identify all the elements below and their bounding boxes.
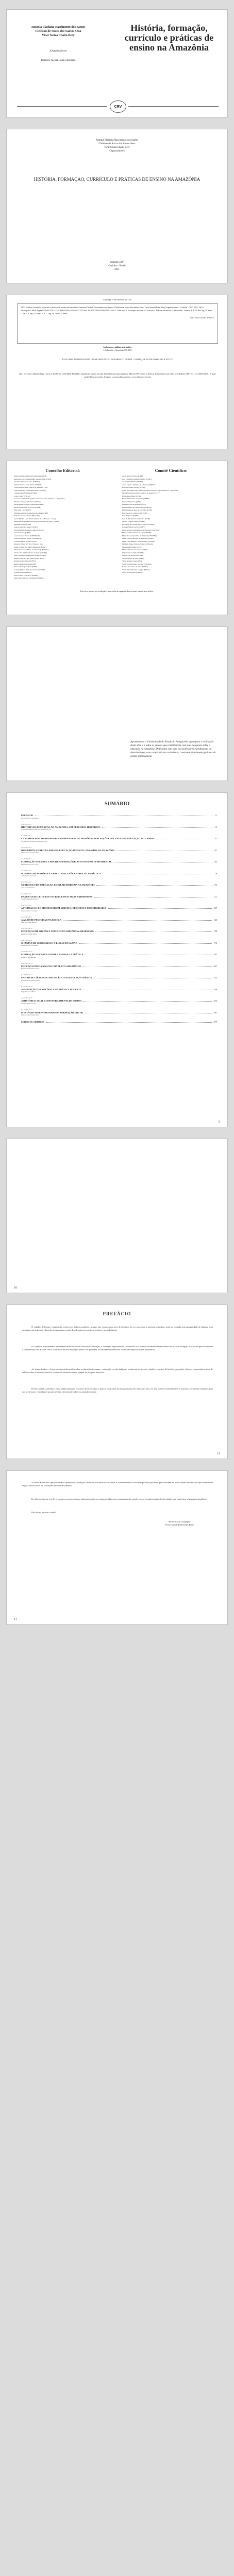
council-member: Míghian Danae Ferreira Nunes (UNILAB) — [122, 543, 153, 545]
council-member: Rodrigo Pratte-Santos (UFES) — [14, 560, 36, 562]
toc-author: João Paulo Ferreira — [21, 875, 36, 877]
toc-chapter-label: CAPÍTULO 4 — [21, 858, 31, 860]
toc-page-number: 127 — [213, 907, 217, 909]
council-member: Nilson José Machado (USP) — [122, 554, 143, 556]
toc-page-number: 191 — [213, 953, 217, 956]
toc-page-number: 95 — [214, 884, 217, 886]
toc-title: EDUCAÇÃO INCLUSIVA NO CONTEXTO AMAZÔNICO — [21, 964, 81, 968]
council-member: Ana Chrystina Venancio Mignot (UERJ) — [122, 478, 152, 480]
preface-paragraph: Destaco ainda a relevância desta publicação para os cursos de licenciatura e para os programas de pós-graduação em educação, uma vez que os textos articulam teoria e prática, oferecendo subsídios para que professores e estudantes possam refletir criticamente sobre sua atuação docente. — [22, 1387, 213, 1394]
summary-page — [6, 792, 228, 1127]
toc-title: CURRÍCULO DA EDUCAÇÃO ESCOLAR INDÍGENA NA AMAZÔNIA — [21, 884, 95, 886]
toc-leader-dots — [113, 860, 213, 862]
toc-author: Cleidson de Souza dos Santos Sena — [21, 840, 47, 842]
title-page-organizers-label: (Organizadores) — [108, 150, 126, 152]
toc-entry[interactable] — [21, 962, 217, 971]
toc-leader-dots — [82, 964, 212, 967]
toc-entry[interactable] — [21, 1009, 217, 1017]
council-member: Eduardo Fernandes Barbosa (UFMG) — [14, 500, 41, 503]
toc-entry[interactable] — [21, 835, 217, 843]
toc-entry[interactable] — [21, 893, 217, 901]
publisher-city: Curitiba – Brasil — [108, 265, 126, 267]
toc-author: Antonia Fladiana Nascimento dos Santos — [21, 828, 52, 831]
toc-leader-dots — [35, 814, 213, 816]
publisher-logo-icon: CRV — [110, 100, 126, 113]
council-member: Helmuth Krüger (UCP) — [14, 523, 31, 526]
toc-page-number: 223 — [213, 976, 217, 979]
council-member: Francisco Carlos Duarte (PUC-PR) — [14, 515, 40, 517]
toc-leader-dots — [108, 906, 212, 909]
council-member: Anna Augusta Sampaio de Oliveira (UNESP) — [122, 483, 155, 486]
dedication-text: Agradecemos a Universidade do Estado do Amapá pelo apoio para a realização desta obra e a todos os autores que contribuíram com suas pesquisas sobre a educação na Amazônia. Dedicamos este livro aos professores e professoras da Amazônia que, com compromisso e resistência, constroem diariamente práticas de ensino significativas. — [130, 741, 216, 758]
council-member: Maria Lília Imbiriba Sousa Colares (UFOPA) — [122, 540, 155, 543]
summary-title: SUMÁRIO — [104, 801, 130, 807]
rights-notice: 2021 Foi feito o depósito legal conf. Lei 10.994 de 14/12/2004. Proibida a reprodução parcial ou total desta obra sem autorização da Editora CRV. Todos os direitos desta edição reservados pela: Editora CRV. Tel.: (41) 3039-6418 – E-mail: sac@editoracrv.com.br. Conheça os nossos lançamentos: www.editoracrv.com.br — [19, 372, 216, 378]
council-member: Marcelo Paixão (UFRJ e UTexas – US) — [14, 543, 43, 545]
council-member: Diosnel Centurion (Univ Americ. de Asunción – Py) — [122, 492, 160, 494]
council-member: Carmen Tereza Velanga (UNIR) — [14, 492, 38, 494]
toc-chapter-label: CAPÍTULO 1 — [21, 823, 31, 825]
catalog-index-item: 1. Educação – Amazônia 370.9811 — [103, 349, 132, 351]
title-page-author: Vicar Souza Chaim Bery — [104, 146, 130, 149]
toc-title: PREFÁCIO — [21, 814, 34, 817]
toc-leader-dots — [46, 1020, 212, 1023]
toc-leader-dots — [85, 953, 212, 955]
toc-leader-dots — [95, 929, 212, 932]
council-member: Renato Francisco dos Santos Paula (UFG) — [14, 557, 45, 560]
council-member: Paulo Romualdo Hernandes (UNIFAL-MG) — [14, 554, 46, 556]
council-member: Eliane Rose Maio (UEM) — [122, 495, 141, 497]
toc-title: A HISTÓRIA LOCAL COMO FERRAMENTA DE ENSINO — [21, 999, 82, 1002]
toc-page-number: 267 — [213, 1011, 217, 1014]
toc-leader-dots — [102, 872, 213, 874]
toc-chapter-label: CAPÍTULO 12 — [21, 951, 32, 953]
council-member: Najela Tavares Ujiie (UTFPR) — [122, 551, 144, 554]
toc-title: A AÇÃO DE PESQUISAR NA ESCOLA — [21, 918, 62, 921]
cover-title: História, formação, currículo e práticas de ensino na Amazônia — [124, 23, 214, 53]
council-member: Anselmo Alencar Colares (UFOPA) — [14, 481, 40, 483]
toc-entry[interactable] — [21, 870, 217, 878]
toc-entry[interactable] — [21, 951, 217, 959]
title-page-author: Antonia Fladiana Nascimento dos Santos — [95, 139, 139, 142]
toc-chapter-label: CAPÍTULO 6 — [21, 881, 31, 883]
toc-leader-dots — [96, 883, 213, 886]
toc-entry[interactable] — [21, 814, 217, 820]
council-member: Tania Suely Azevedo Brasileiro (UFOPA) — [14, 577, 44, 579]
council-member: Andréia N. Militão (UEMS) — [122, 481, 143, 483]
council-member: Mohammed Elhajji (UFRJ) — [122, 546, 142, 548]
preface-signature — [141, 1520, 218, 1527]
toc-page-number: 143 — [213, 918, 217, 921]
council-member: Elizeu Clementino de Souza (UNEB) — [14, 506, 41, 509]
toc-entry[interactable] — [21, 881, 217, 889]
toc-author: Fernanda Oliveira Lopes — [21, 979, 40, 981]
council-member: Altair Alberto Fávero (UPF) — [122, 475, 143, 477]
toc-author: Carlos Eduardo Nunes — [21, 898, 38, 900]
toc-page-number: 159 — [213, 930, 217, 933]
toc-leader-dots — [79, 941, 212, 944]
cover-organizers-label: (Organizadores) — [49, 50, 67, 53]
toc-title: O ESTÁGIO SUPERVISIONADO NA FORMAÇÃO INICIAL — [21, 1011, 84, 1014]
toc-chapter-label: CAPÍTULO 5 — [21, 869, 31, 872]
council-page — [6, 461, 228, 615]
page-number: 12 — [14, 1618, 17, 1621]
page-number: 10 — [14, 1286, 17, 1290]
toc-entry[interactable] — [21, 846, 217, 855]
cover-author: Cleidson de Souza dos Santos Sena — [35, 30, 81, 33]
council-member: João Adalberto Campato Junior (UNESP) — [14, 529, 44, 531]
toc-leader-dots — [155, 837, 213, 839]
toc-leader-dots — [83, 988, 212, 990]
council-member: Barbara Coelho Neves (UFBA) — [122, 486, 145, 488]
toc-chapter-label: CAPÍTULO 15 — [21, 985, 32, 988]
toc-entry[interactable] — [21, 997, 217, 1005]
toc-leader-dots — [102, 825, 213, 828]
preface-paragraph: Por fim, desejo que este livro inspire novas pesquisas e práticas educativas comprometidas com a transformação social e com o reconhecimento da diversidade que caracteriza a Amazônia brasileira. — [31, 1498, 207, 1500]
toc-page-number: 207 — [213, 964, 217, 968]
toc-page-number: 11 — [214, 814, 217, 817]
preface-paragraph: Boa leitura a todos e todas! — [31, 1511, 56, 1514]
toc-author: Rosana Silva Cardoso — [21, 909, 38, 912]
council-member: Helder Buenos Aires de Carvalho (UFPI) — [122, 509, 152, 511]
council-member: Maria Cristina dos Santos Bezerra (UFSCar) — [14, 546, 46, 548]
council-member: Maria de Lourdes Pinto de Almeida (UNOESC) — [14, 549, 49, 551]
toc-author: Paulo Roberto Almeida — [21, 944, 38, 946]
toc-leader-dots — [63, 918, 212, 921]
council-member: Mônica Pereira dos Santos (UFRJ) — [122, 549, 147, 551]
council-member: José de Ribamar Sousa Pereira (UCB) — [122, 517, 150, 520]
toc-chapter-label: CAPÍTULO 14 — [21, 974, 32, 976]
council-member: Lourdes Helena da Silva (UFV) — [122, 526, 145, 528]
council-member: Kilwangy Kya Kapitango-a-Samba (Unemat) — [122, 523, 155, 526]
preface-title: PREFÁCIO — [103, 1311, 131, 1316]
toc-entry[interactable] — [21, 916, 217, 924]
title-page-authors — [7, 139, 227, 153]
toc-author: Raimundo Nonato Costa — [21, 968, 39, 970]
council-member: Simone Rodrigues Pinto (UNB) — [14, 566, 37, 568]
toc-title: FORMAÇÃO DOCENTE E PRÁTICAS PEDAGÓGICAS NO ENSINO FUNDAMENTAL — [21, 860, 112, 863]
council-member: Tadeu Oliver Gonçalves (UFPA) — [14, 574, 38, 577]
toc-title: DIRETRIZES CURRICULARES DA EDUCAÇÃO INFANTIL: DESAFIOS NA AMAZÔNIA — [21, 849, 115, 852]
toc-author: Luiz Henrique Barros — [21, 921, 37, 923]
toc-title: O ENSINO DE HISTÓRIA E A BNCC: REFLEXÕES SOBRE O CURRÍCULO — [21, 872, 101, 875]
council-member: Elione Maria Nogueira Diogenes (UFAL) — [14, 503, 44, 505]
title-page-title: HISTÓRIA, FORMAÇÃO, CURRÍCULO E PRÁTICAS DE ENSINO NA AMAZÔNIA — [34, 177, 200, 182]
council-member: Carlos Alberto Vilar Estêvão (UMINHO – PT) — [14, 486, 48, 488]
preface-paragraph: A leitura atenta dos capítulos revela a potência da produção científica realizada na Amazônia e a necessidade de fortalecer políticas públicas que valorizem os profissionais da educação que atuam nesta região, muitas vezes em condições adversas de trabalho. — [22, 1481, 213, 1487]
toc-page-number: 239 — [213, 988, 217, 991]
divider — [17, 106, 107, 107]
cover-authors — [17, 25, 99, 38]
preface-paragraph: Ao longo da obra, o leitor encontrará discussões sobre a educação do campo, a educação escolar indígena, a educação de jovens e adultos, o ensino de história, geografia, ciências e matemática, além de debates sobre a formação inicial e continuada de professores e o papel da pesquisa na escola. — [22, 1368, 213, 1374]
council-member: Lídia de Oliveira Xavier (UNIEURO) — [14, 537, 42, 539]
toc-title: A FORMAÇÃO DO PROFESSOR EM SERVIÇO: DESAFIOS E POSSIBILIDADES — [21, 907, 107, 909]
divider — [128, 106, 219, 107]
toc-author: Rafael Santos Pinto — [21, 991, 36, 993]
toc-chapter-label: CAPÍTULO 10 — [21, 927, 32, 929]
toc-page-number: 31 — [214, 837, 217, 840]
council-member: Guillermo Arias Beatón (Universidade de La Havana – Cuba) — [14, 520, 59, 522]
editorial-council — [14, 468, 112, 580]
legal-notice: ESTA OBRA TAMBÉM ENCONTRA-SE DISPONÍVEL EM FORMATO DIGITAL. CONHEÇA E BAIXE NOSSO APLICATIVO! — [62, 358, 173, 361]
council-member: Cesar Gerónimo Tello (Univer. Nacional Três de Febrero – Argentina) — [14, 498, 65, 500]
cover-author: Vicar Souza Chaim Bery — [42, 34, 75, 37]
toc-leader-dots — [83, 999, 212, 1002]
toc-page-number: 277 — [213, 1021, 217, 1023]
toc-title: EDUCAÇÃO DE JOVENS E ADULTOS NA AMAZÔNIA AMAPAENSE — [21, 930, 94, 933]
council-member: Elizeu Clementino de Souza (UNEB) — [122, 498, 149, 500]
blank-page — [6, 1139, 228, 1293]
cover-preface-by: Prefácio: Alexsa Costa Guzengão — [41, 59, 76, 62]
council-member: Fauston Negreiros (UFPI) — [122, 500, 141, 503]
toc-page-number: 175 — [213, 941, 217, 944]
scientific-committee — [122, 468, 220, 574]
toc-entry[interactable] — [21, 904, 217, 912]
toc-leader-dots — [94, 895, 212, 897]
toc-entry[interactable] — [21, 974, 217, 982]
toc-author: Maria do Socorro Lima — [21, 863, 39, 866]
catalog-card-text: H673 História, formação, currículo e práticas de ensino na Amazônia / Antonia Fladiana Nascimento dos Santos, Cleidson de Souza dos Santos Sena, Vicar Souza Chaim Bery (organizadores) – Curitiba : CRV, 2021. 282 p. Bibliografia. ISBN Digital 978-65-251-1153-5. ISBN Físico 978-65-251-1156-6. DOI 10.24824/978652511156.6. 1. Educação 2. Formação docente 3. Currículo 4. Práticas de ensino 5. Amazônia I. Santos, A. F. N. dos. org. II. Sena, C. de S. S. org. III. Bery, V. S. C. org. IV. Título V. Série. — [21, 306, 212, 315]
toc-entry[interactable] — [21, 858, 217, 866]
toc-title: CAMINHOS PERCORRIDOS POR UM PROFESSOR DE HISTÓRIA: PERCEPÇÕES DOCENTES NA EDUCAÇÃO DO CAMPO — [21, 837, 154, 840]
catalog-cdu: CDU 37(811) CDD 370.9811 — [190, 316, 214, 319]
toc-page-number: 111 — [213, 895, 217, 898]
toc-author: Alexsa Costa Guzengão — [21, 817, 39, 819]
council-member: Inês Bragança (UERJ) — [122, 515, 139, 517]
toc-author: Vicar Souza Chaim Bery — [21, 1014, 39, 1016]
council-member: Suzana dos Santos Gomes (UFMG) — [122, 566, 148, 568]
toc-leader-dots — [85, 1011, 212, 1013]
toc-page-number: 47 — [214, 849, 217, 852]
preface-paragraph: Os capítulos aqui reunidos apresentam reflexões sobre a história da educação, a formação de professores, o currículo e as práticas de ensino desenvolvidas em escolas da região. São textos que evidenciam o compromisso dos autores com a construção de uma educação pública de qualidade, socialmente referenciada e atenta às especificidades amazônicas. — [22, 1345, 213, 1351]
toc-entry[interactable] — [21, 939, 217, 947]
toc-chapter-label: CAPÍTULO 16 — [21, 997, 32, 999]
table-of-contents — [21, 814, 217, 1027]
preface-paragraph: O trabalho de leitura e publicação coletiva em âmbito acadêmico sempre traz consigo uma série de desafios. Ao ser convidada a prefaciar esta obra, senti-me honrada pela oportunidade de dialogar com pesquisas que tratam da educação na Amazônia a partir de diferentes perspectivas teóricas e metodológicas. — [22, 1326, 213, 1332]
toc-entry[interactable] — [21, 927, 217, 936]
scientific-committee-heading: Comitê Científico: — [155, 468, 188, 473]
toc-chapter-label: CAPÍTULO 9 — [21, 916, 31, 918]
preface-affiliation: Universidade Federal do Pará — [165, 1523, 194, 1526]
toc-author: Joana D'Arc Moraes — [21, 956, 37, 958]
peer-review-note: Este livro passou por avaliação e aprovação às cegas de dois ou mais pareceristas ad hoc. — [80, 590, 154, 592]
preface-author: Alexsa Costa Guzengão — [168, 1520, 191, 1523]
council-member: Andréia da Silva Quintanilha Sousa (UNIR/UFRN) — [14, 478, 52, 480]
toc-title: O ENSINO DE GEOGRAFIA E O LUGAR DO ALUNO — [21, 941, 78, 944]
toc-entry[interactable] — [21, 823, 217, 832]
council-member: Sonia Maria Ferreira Koehler (UNISAL) — [122, 563, 152, 565]
council-member: Marcos Vinicius Francisco (UNOESTE) — [122, 532, 152, 534]
toc-author: Ana Lúcia Pereira — [21, 886, 35, 889]
cover-author: Antonia Fladiana Nascimento dos Santos — [31, 26, 86, 29]
council-member: Sydione Santos (UEPG) — [14, 571, 32, 573]
title-page-author: Cleidson de Souza dos Santos Sena — [98, 143, 136, 145]
preface-page — [6, 1304, 228, 1459]
page-number: 9 — [219, 1121, 220, 1124]
council-member: Sergio Nunes de Jesus (IFRO) — [14, 563, 36, 565]
toc-title: FORMAÇÃO DOCENTE: ENTRE A TEORIA E A PRÁTICA — [21, 953, 83, 956]
council-member: Lourdes Helena da Silva (UFV) — [14, 540, 37, 543]
council-member: Cesar Gerónimo Tello (Universidad Nacional de Três de Febrero – Argentina) — [122, 489, 179, 492]
toc-row — [21, 1020, 217, 1024]
toc-author: Marta Cristina Sousa — [21, 933, 37, 935]
council-member: Vera Lucia Gaspar (UDESC) — [122, 571, 143, 573]
editorial-council-list — [14, 475, 112, 580]
toc-leader-dots — [93, 976, 212, 978]
toc-entry[interactable] — [21, 1020, 217, 1024]
catalog-index-title: Índice para catálogo sistemático — [103, 346, 132, 348]
catalog-card — [17, 303, 218, 344]
toc-page-number: 255 — [213, 999, 217, 1002]
council-member: Jailson Alves dos Santos (UFRJ) — [14, 526, 38, 528]
council-member: Francisco Ari de Andrade (UFC) — [122, 503, 146, 505]
cover-page — [6, 9, 228, 117]
editorial-council-heading: Conselho Editorial: — [45, 468, 80, 473]
toc-chapter-label: CAPÍTULO 8 — [21, 904, 31, 906]
council-member: Leonel Severo Rocha (UNISINOS) — [14, 534, 40, 537]
council-member: Jussara Fraga Portugal (UNEB) — [122, 520, 145, 522]
toc-author: Vicar Souza Chaim Bery — [21, 852, 39, 854]
council-member: Carlos Federico Dominguez Avila (Unieuro) — [14, 489, 46, 492]
toc-chapter-label: CAPÍTULO 3 — [21, 846, 31, 849]
publication-year: 2021 — [114, 268, 120, 271]
toc-leader-dots — [116, 849, 213, 851]
council-member: Maria de Lourdes Pinto de Almeida (UNOESC) — [122, 534, 157, 537]
dedication-page — [6, 626, 228, 781]
council-member: Lucia Marisy Souza Ribeiro de Oliveira (UNIVASF) — [122, 529, 161, 531]
toc-chapter-label: CAPÍTULO 2 — [21, 835, 31, 837]
toc-entry[interactable] — [21, 986, 217, 994]
council-member: Solange Helena Ximenes-Rocha (UFOPA) — [14, 568, 45, 571]
council-member: Josania Portela (UFPI) — [14, 532, 30, 534]
toc-title: A MEDIAÇÃO TECNOLÓGICA NA PRÁTICA DOCENTE — [21, 988, 81, 991]
toc-title: SOBRE OS AUTORES — [21, 1021, 44, 1023]
council-member: Maria Eurácia Barreto de Andrade (UFRB) — [122, 537, 154, 539]
council-member: Ilma Passos A. Veiga (UNICEUB) — [122, 512, 147, 514]
council-member: Élsio José Corá (UFFS) — [14, 509, 31, 511]
toc-page-number: 79 — [214, 872, 217, 875]
copyright-line: Copyright © da Editora CRV Ltda. — [103, 298, 132, 301]
council-member: Gloria Fariñas León (Universidade de La Havana – Cuba) — [14, 517, 56, 520]
council-member: Sérgio Nunes de Jesus (IFRO) — [122, 557, 144, 560]
council-member: Gláucia Maria dos Santos Jorge (UFOP) — [122, 506, 152, 509]
toc-chapter-label: CAPÍTULO 11 — [21, 939, 32, 941]
toc-title: ENSINO DE CIÊNCIAS E MATEMÁTICA NA EDUCAÇÃO BÁSICA — [21, 976, 92, 979]
council-member: Vânia Alves Martins Chaigar (FURG) — [122, 568, 150, 571]
catalog-page — [6, 295, 228, 449]
toc-chapter-label: CAPÍTULO 7 — [21, 892, 31, 895]
toc-chapter-label: CAPÍTULO 17 — [21, 1008, 32, 1011]
toc-title: PRÁTICAS DE LEITURA E ESCRITA EM ESCOLAS RIBEIRINHAS — [21, 895, 93, 898]
council-member: Silvia Regina Canan (URI) — [122, 560, 142, 562]
title-page — [6, 129, 228, 283]
council-member: Antônio Pereira Gaio Júnior (UFRRJ) — [14, 483, 42, 486]
council-member: Maria Lília Imbiriba Sousa Colares (UFOPA) — [14, 551, 47, 554]
publisher-name: Editora CRV — [110, 261, 124, 264]
title-page-imprint — [7, 261, 227, 272]
council-member: Fernando Antônio Gonçalves Alcoforado (IPB) — [14, 512, 48, 514]
toc-title: HISTÓRIA DA EDUCAÇÃO NA AMAZÔNIA: UM PERCURSO HISTÓRICO — [21, 825, 101, 828]
council-member: Aldira Guimarães Duarte Domínguez (UNB) — [14, 475, 47, 477]
toc-author: Sandra Regina Lima — [21, 1002, 36, 1005]
toc-page-number: 15 — [214, 825, 217, 828]
scientific-committee-list — [122, 475, 220, 574]
council-member: Celso Conti (UFSCar) — [14, 495, 30, 497]
page-number: 11 — [217, 1452, 220, 1455]
toc-page-number: 63 — [214, 860, 217, 863]
preface-continued-page — [6, 1470, 228, 1625]
toc-chapter-label: CAPÍTULO 13 — [21, 962, 32, 964]
